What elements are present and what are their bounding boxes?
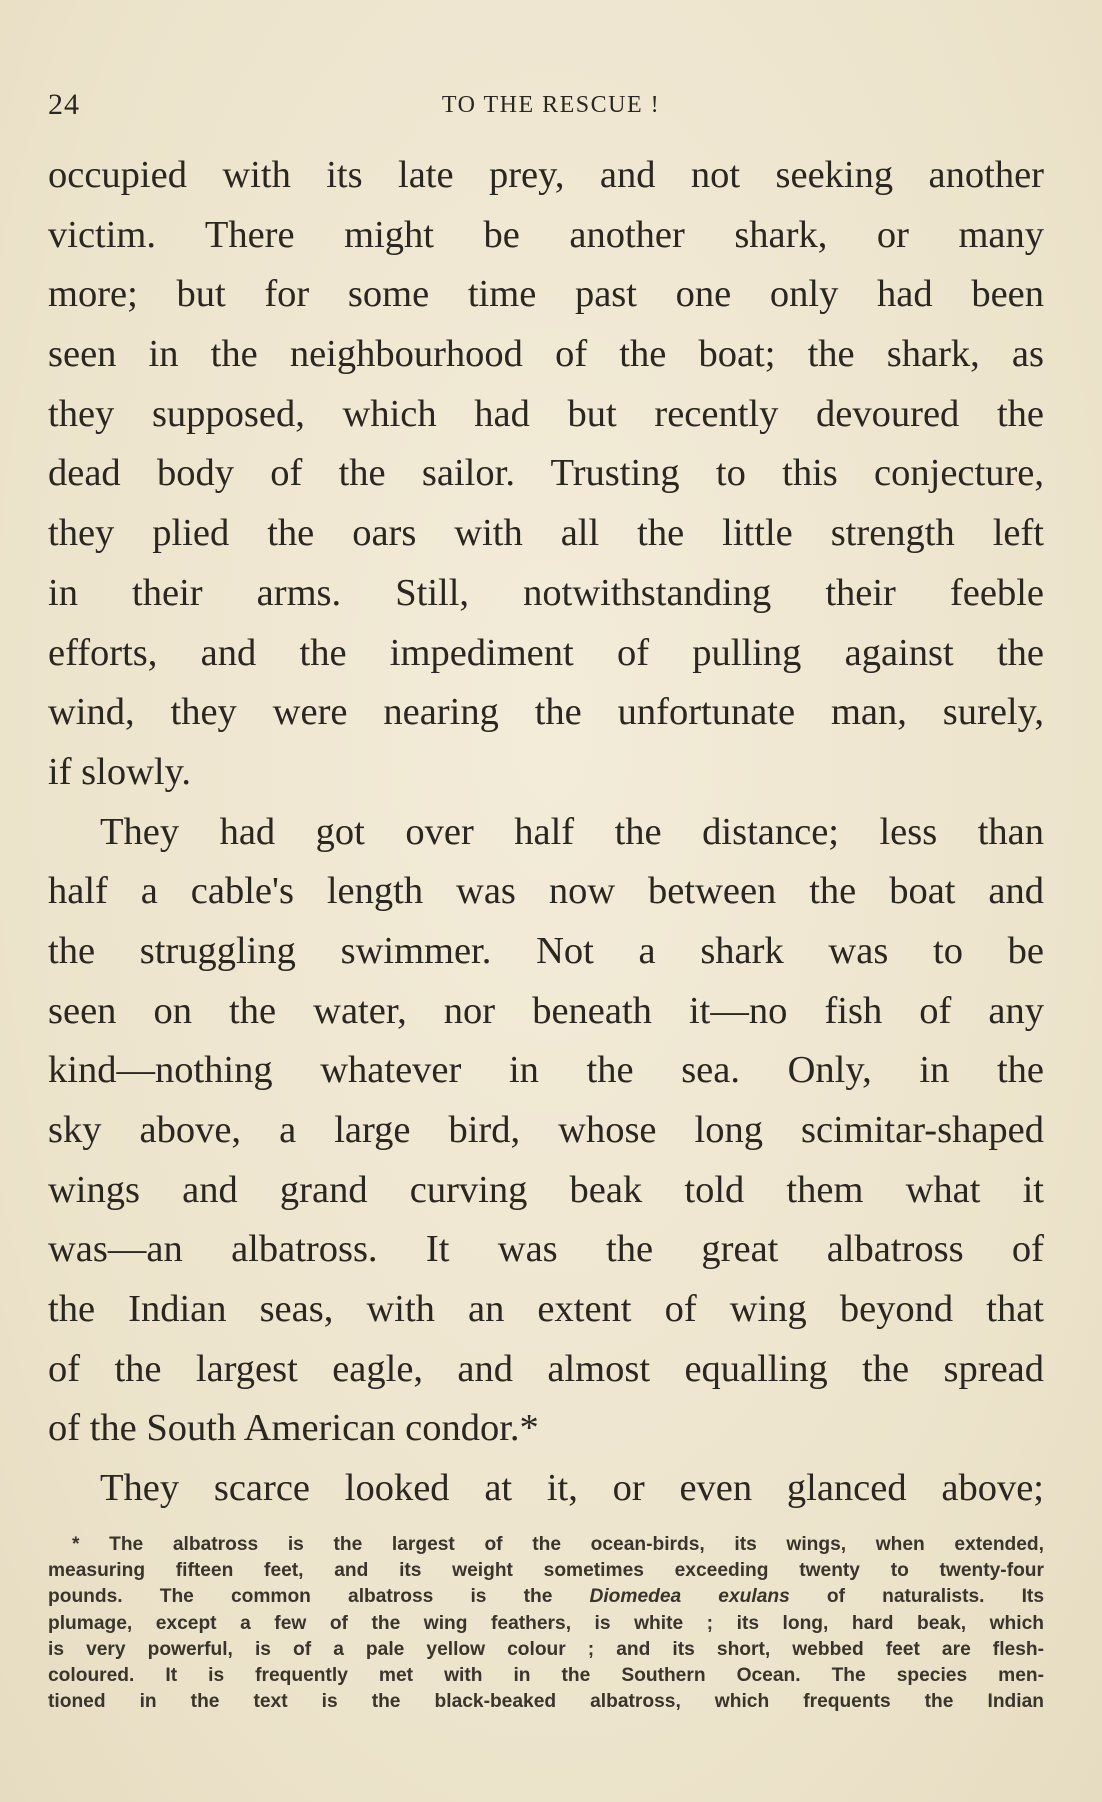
body-text: [48, 146, 1044, 1519]
text-line: more; but for some time past one only had been: [48, 273, 1044, 316]
text-line: of the largest eagle, and almost equalling the spread: [48, 1347, 1044, 1390]
text-line: of the South American condor.*: [48, 1407, 539, 1450]
text-line: in their arms. Still, notwithstanding their feeble: [48, 571, 1044, 614]
running-head: [48, 88, 1054, 128]
text-line: sky above, a large bird, whose long scimitar-shaped: [48, 1109, 1044, 1151]
footnote-line: measuring fifteen feet, and its weight sometimes exceeding twenty to twenty-four: [48, 1560, 1044, 1582]
species-name: Diomedea exulans: [589, 1586, 790, 1608]
footnote-line: plumage, except a few of the wing feathers, is white ; its long, hard beak, which: [48, 1612, 1044, 1634]
text-line: kind—nothing whatever in the sea. Only, in the: [48, 1049, 1044, 1092]
text-line: the Indian seas, with an extent of wing beyond that: [48, 1288, 1044, 1331]
running-title: TO THE RESCUE !: [441, 92, 661, 118]
text-line: the struggling swimmer. Not a shark was to be: [48, 929, 1044, 972]
text-line: seen on the water, nor beneath it—no fish of any: [48, 989, 1044, 1032]
text-line: wings and grand curving beak told them what it: [48, 1168, 1044, 1211]
footnote-text: of naturalists. Its: [789, 1586, 1044, 1608]
page-number: 24: [48, 88, 80, 121]
text-line: victim. There might be another shark, or many: [48, 213, 1044, 256]
paragraph-start: They had got over half the distance; less than: [100, 810, 1044, 853]
text-line: seen in the neighbourhood of the boat; the shark, as: [48, 333, 1044, 376]
footnote-line: is very powerful, is of a pale yellow colour ; and its short, webbed feet are flesh-: [48, 1638, 1044, 1660]
paragraph-start: They scarce looked at it, or even glanced above;: [100, 1467, 1044, 1510]
text-line: if slowly.: [48, 750, 191, 793]
footnote: [48, 1532, 1044, 1715]
footnote-line: coloured. It is frequently met with in the Southern Ocean. The species men-: [48, 1664, 1044, 1686]
text-line: they supposed, which had but recently devoured the: [48, 392, 1044, 435]
footnote-text: pounds. The common albatross is the: [48, 1586, 590, 1608]
text-line: occupied with its late prey, and not seeking another: [48, 154, 1044, 196]
text-line: half a cable's length was now between the boat and: [48, 870, 1044, 913]
footnote-line: * The albatross is the largest of the ocean-birds, its wings, when extended,: [72, 1534, 1044, 1555]
text-line: was—an albatross. It was the great albatross of: [48, 1228, 1044, 1271]
footnote-line: tioned in the text is the black-beaked albatross, which frequents the Indian: [48, 1691, 1044, 1713]
text-line: efforts, and the impediment of pulling against the: [48, 631, 1044, 674]
text-line: wind, they were nearing the unfortunate man, surely,: [48, 691, 1044, 734]
text-line: they plied the oars with all the little strength left: [48, 512, 1044, 555]
footnote-line: [48, 1584, 1044, 1610]
text-line: dead body of the sailor. Trusting to this conjecture,: [48, 452, 1044, 495]
